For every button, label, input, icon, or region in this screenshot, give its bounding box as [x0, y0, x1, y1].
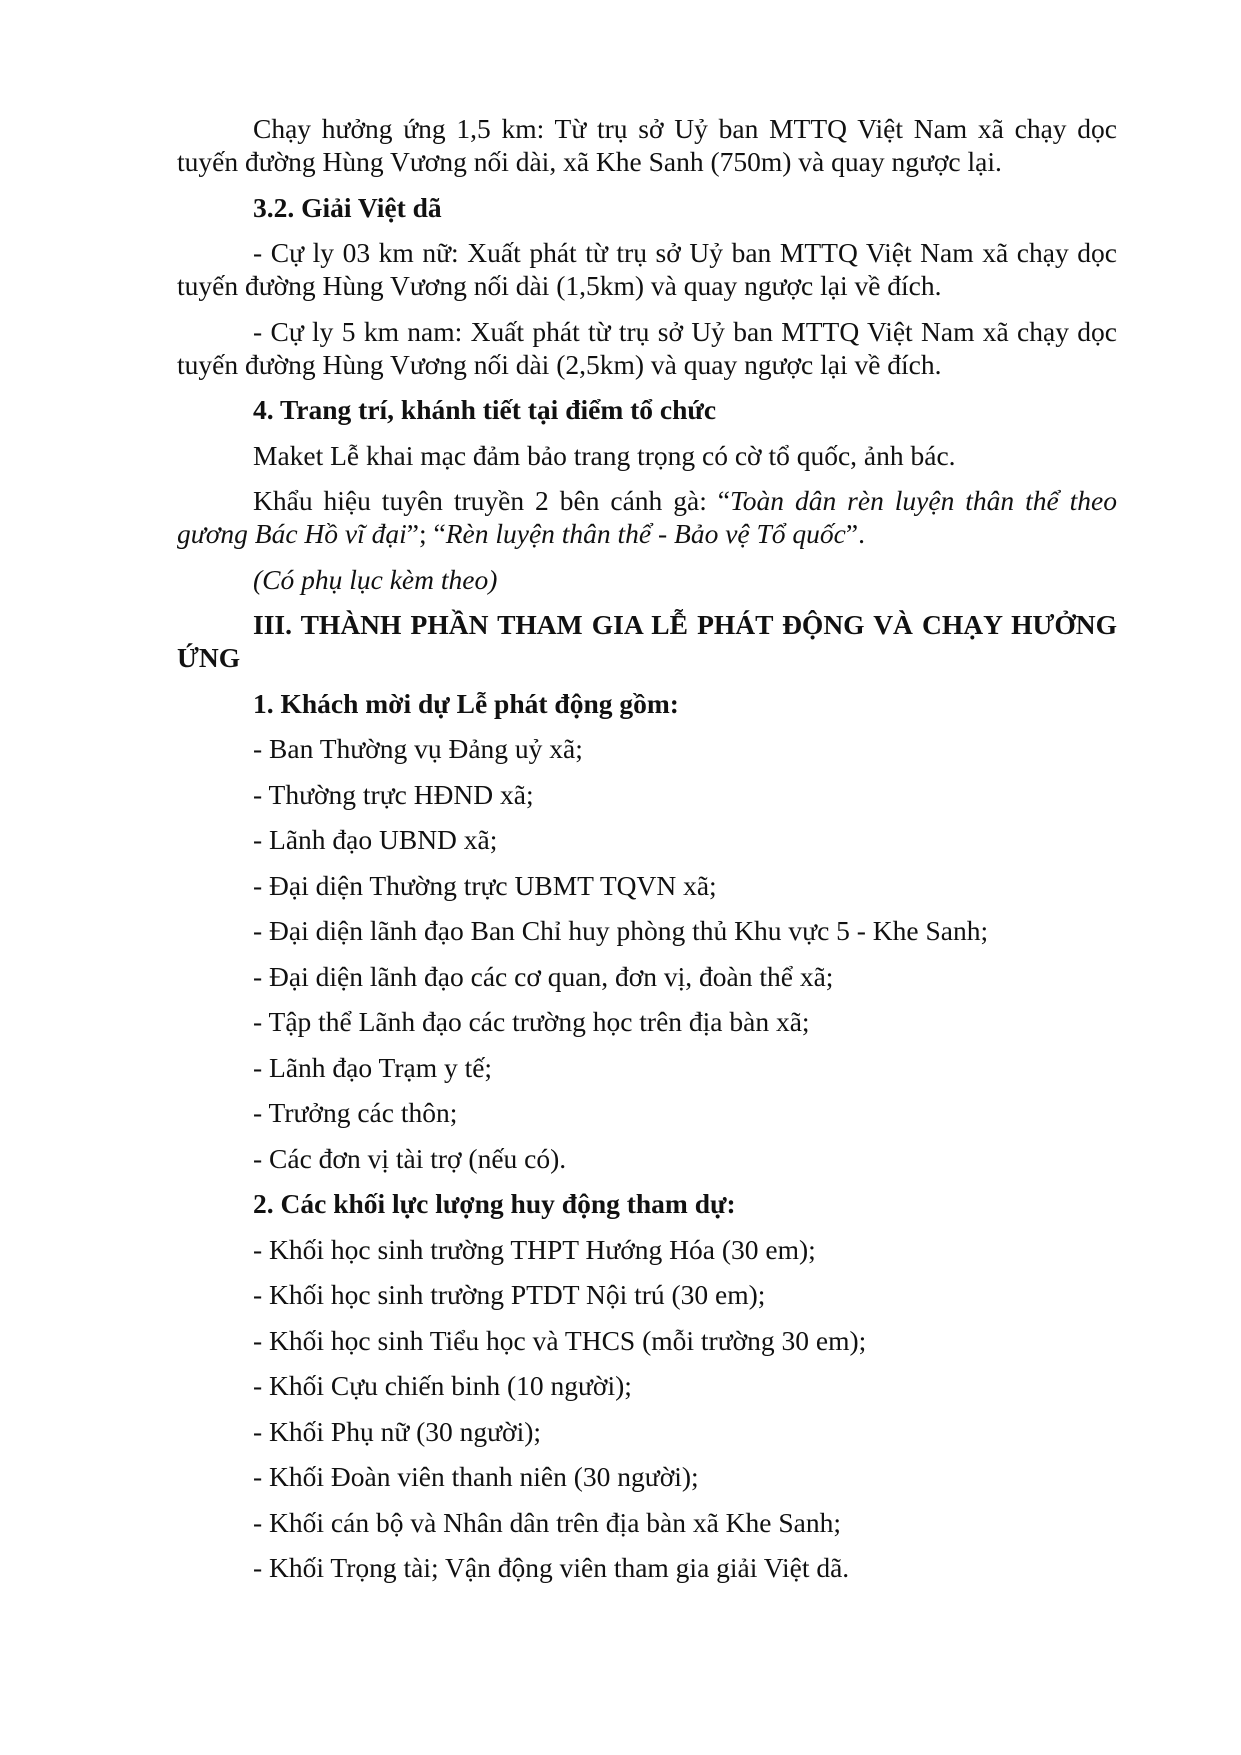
- heading-4: 4. Trang trí, khánh tiết tại điểm tổ chức: [253, 394, 717, 425]
- list-item: - Khối Phụ nữ (30 người);: [253, 1415, 542, 1447]
- list-item: - Lãnh đạo Trạm y tế;: [253, 1051, 493, 1083]
- guest-list: [177, 732, 1117, 1175]
- list-item: - Khối học sinh trường THPT Hướng Hóa (30 em);: [253, 1233, 816, 1265]
- list-item: - Đại diện Thường trực UBMT TQVN xã;: [253, 869, 717, 901]
- document-page: [177, 112, 1117, 1597]
- slogan-quote-2: Rèn luyện thân thể - Bảo vệ Tổ quốc: [445, 518, 846, 549]
- slogan-tail: ”.: [845, 518, 865, 549]
- paragraph-run-1-5km: Chạy hưởng ứng 1,5 km: Từ trụ sở Uỷ ban MTTQ Việt Nam xã chạy dọc tuyến đường Hùng Vương nối dài, xã Khe Sanh (750m) và quay ngược lại.: [177, 113, 1117, 177]
- list-item: - Trưởng các thôn;: [253, 1097, 458, 1128]
- paragraph-maket: Maket Lễ khai mạc đảm bảo trang trọng có cờ tổ quốc, ảnh bác.: [253, 439, 956, 471]
- heading-3-2: 3.2. Giải Việt dã: [253, 191, 442, 223]
- list-item: - Khối Trọng tài; Vận động viên tham gia giải Việt dã.: [253, 1552, 850, 1583]
- paragraph-5km-male: - Cự ly 5 km nam: Xuất phát từ trụ sở Uỷ ban MTTQ Việt Nam xã chạy dọc tuyến đường Hùng Vương nối dài (2,5km) và quay ngược lại về đích.: [177, 315, 1117, 380]
- heading-2-forces: 2. Các khối lực lượng huy động tham dự:: [253, 1188, 736, 1219]
- list-item: - Khối học sinh trường PTDT Nội trú (30 em);: [253, 1279, 766, 1310]
- paragraph-appendix-note: (Có phụ lục kèm theo): [253, 563, 498, 595]
- list-item: - Khối Cựu chiến binh (10 người);: [253, 1370, 632, 1401]
- list-item: - Đại diện lãnh đạo Ban Chỉ huy phòng thủ Khu vực 5 - Khe Sanh;: [253, 915, 989, 946]
- heading-III: III. THÀNH PHẦN THAM GIA LỄ PHÁT ĐỘNG VÀ CHẠY HƯỞNG ỨNG: [177, 609, 1117, 673]
- list-item: - Thường trực HĐND xã;: [253, 778, 534, 810]
- list-item: - Khối học sinh Tiểu học và THCS (mỗi trường 30 em);: [253, 1324, 867, 1356]
- list-item: - Ban Thường vụ Đảng uỷ xã;: [253, 733, 583, 764]
- slogan-mid: ”; “: [406, 518, 446, 549]
- list-item: - Các đơn vị tài trợ (nếu có).: [253, 1142, 567, 1174]
- paragraph-slogan: [177, 484, 1117, 550]
- list-item: - Khối cán bộ và Nhân dân trên địa bàn xã Khe Sanh;: [253, 1506, 842, 1538]
- list-item: - Đại diện lãnh đạo các cơ quan, đơn vị, đoàn thể xã;: [253, 960, 834, 992]
- heading-1-guests: 1. Khách mời dự Lễ phát động gồm:: [253, 687, 679, 719]
- list-item: - Tập thể Lãnh đạo các trường học trên địa bàn xã;: [253, 1006, 810, 1037]
- slogan-lead: Khẩu hiệu tuyên truyền 2 bên cánh gà: “: [253, 485, 731, 516]
- list-item: - Lãnh đạo UBND xã;: [253, 824, 498, 855]
- list-item: - Khối Đoàn viên thanh niên (30 người);: [253, 1461, 699, 1492]
- paragraph-3km-female: - Cự ly 03 km nữ: Xuất phát từ trụ sở Uỷ ban MTTQ Việt Nam xã chạy dọc tuyến đường Hùng Vương nối dài (1,5km) và quay ngược lại về đích.: [177, 237, 1117, 301]
- forces-list: [177, 1233, 1117, 1585]
- slogan-quote-1: Toàn dân rèn luyện thân thể theo gương Bác Hồ vĩ đại: [177, 485, 1118, 549]
